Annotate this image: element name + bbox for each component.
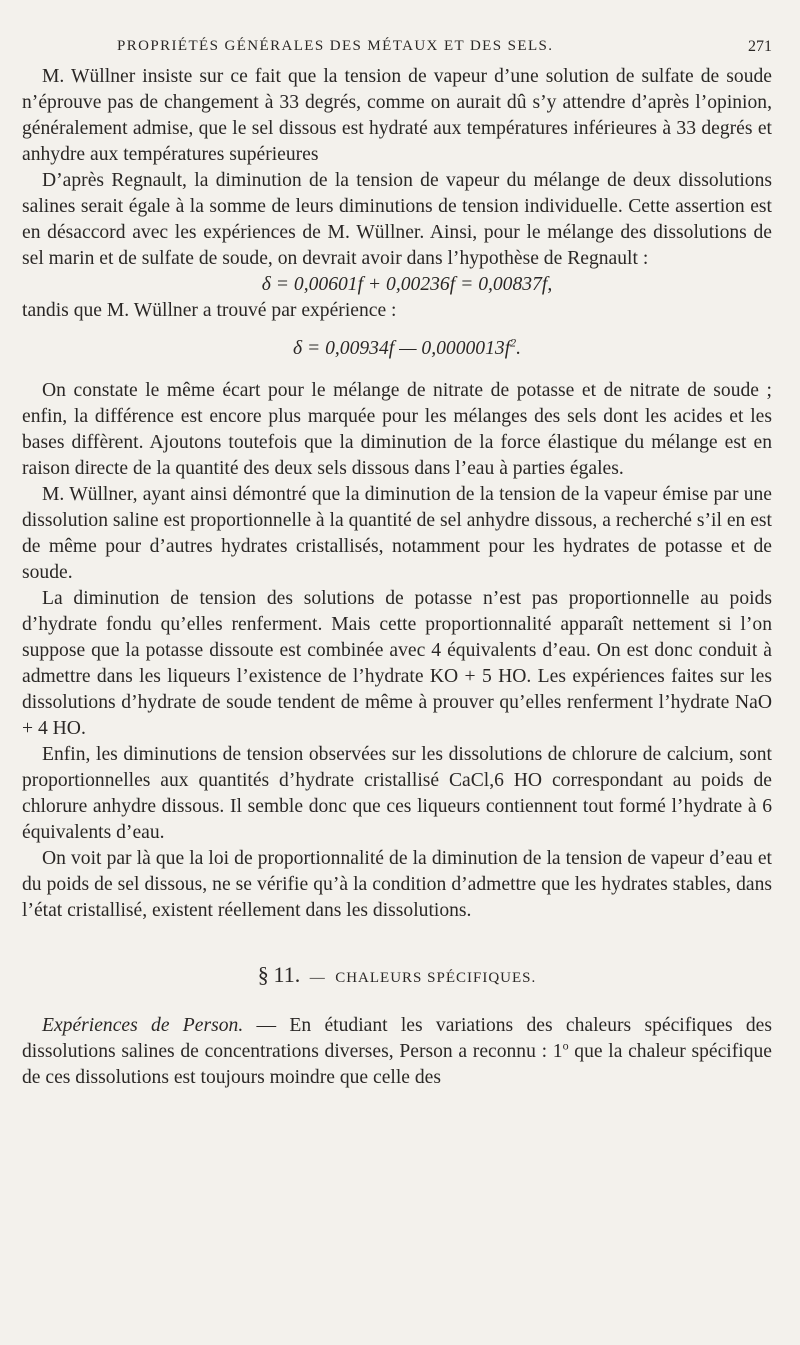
paragraph-5: M. Wüllner, ayant ainsi démontré que la diminution de la tension de la vapeur émise par une dissolution saline est proportionnelle à la quantité de sel anhydre dissous, a recherché s’il en est de même pour d’autres hydrates cristallisés, notamment pour les hydrates de potasse et de soude. — [22, 484, 772, 583]
paragraph-4: On constate le même écart pour le mélange de nitrate de potasse et de nitrate de soude ; enfin, la différence est encore plus marquée pour les mélanges des sels dont les acides et les bases diffèrent. Ajoutons toutefois que la diminution de la force élastique du mélange est en raison directe de la quantité des deux sels dissous dans l’eau à parties égales. — [22, 380, 772, 479]
paragraph-person — [22, 1013, 772, 1091]
paragraph-3: tandis que M. Wüllner a trouvé par expérience : — [22, 300, 397, 321]
paragraph-8: On voit par là que la loi de proportionnalité de la diminution de la tension de vapeur d’eau et du poids de sel dissous, ne se vérifie qu’à la condition d’admettre que les hydrates stables, dans l’état cristallisé, existent réellement dans les dissolutions. — [22, 848, 772, 921]
paragraph-7: Enfin, les diminutions de tension observées sur les dissolutions de chlorure de calcium, sont proportionnelles aux quantités d’hydrate cristallisé CaCl,6 HO correspondant au poids de chlorure anhydre dissous. Il semble donc que ces liqueurs contiennent tout formé l’hydrate à 6 équivalents d’eau. — [22, 744, 772, 843]
page-body — [22, 64, 772, 1091]
person-text-a: — En étudiant les variations des chaleurs spécifiques des dissolutions salines de concentrations diverses, Person a reconnu : 1 — [22, 1015, 772, 1062]
section-dash: — — [309, 970, 326, 986]
paragraph-6: La diminution de tension des solutions de potasse n’est pas proportionnelle au poids d’hydrate fondu qu’elles renferment. Mais cette proportionnalité apparaît nettement si l’on suppose que la potasse dissoute est combinée avec 4 équivalents d’eau. On est donc conduit à admettre dans les liqueurs l’existence de l’hydrate KO + 5 HO. Les expériences faites sur les dissolutions d’hydrate de soude tendent de même à prouver qu’elles renferment l’hydrate NaO + 4 HO. — [22, 588, 772, 739]
formula-wullner-exponent: 2 — [510, 335, 517, 350]
person-sup: o — [562, 1038, 569, 1053]
running-title: PROPRIÉTÉS GÉNÉRALES DES MÉTAUX ET DES SELS. — [117, 38, 554, 54]
formula-wullner-end: . — [516, 338, 522, 359]
page-header — [22, 38, 772, 62]
section-heading — [22, 962, 772, 991]
formula-regnault: δ = 0,00601f + 0,00236f = 0,00837f, — [261, 274, 553, 295]
section-symbol: § — [257, 962, 269, 987]
paragraph-2: D’après Regnault, la diminution de la tension de vapeur du mélange de deux dissolutions salines serait égale à la somme de leurs diminutions de tension individuelle. Cette assertion est en désaccord avec les expériences de M. Wüllner. Ainsi, pour le mélange des dissolutions de sel marin et de sulfate de soude, on devrait avoir dans l’hypothèse de Regnault : — [22, 170, 772, 269]
formula-wullner-main: δ = 0,00934f — 0,0000013f — [292, 338, 511, 359]
formula-wullner — [22, 336, 772, 362]
person-text-b: que la chaleur spécifique de ces dissolutions est toujours moindre que celle des — [22, 1041, 772, 1088]
person-lead: Expériences de Person. — [42, 1015, 244, 1036]
section-title: CHALEURS SPÉCIFIQUES. — [335, 970, 537, 986]
page-number: 271 — [748, 38, 772, 55]
section-number: 11. — [273, 962, 301, 987]
paragraph-1: M. Wüllner insiste sur ce fait que la tension de vapeur d’une solution de sulfate de soude n’éprouve pas de changement à 33 degrés, comme on aurait dû s’y attendre d’après l’opinion, généralement admise, que le sel dissous est hydraté aux températures inférieures à 33 degrés et anhydre aux températures supérieures — [22, 66, 772, 165]
